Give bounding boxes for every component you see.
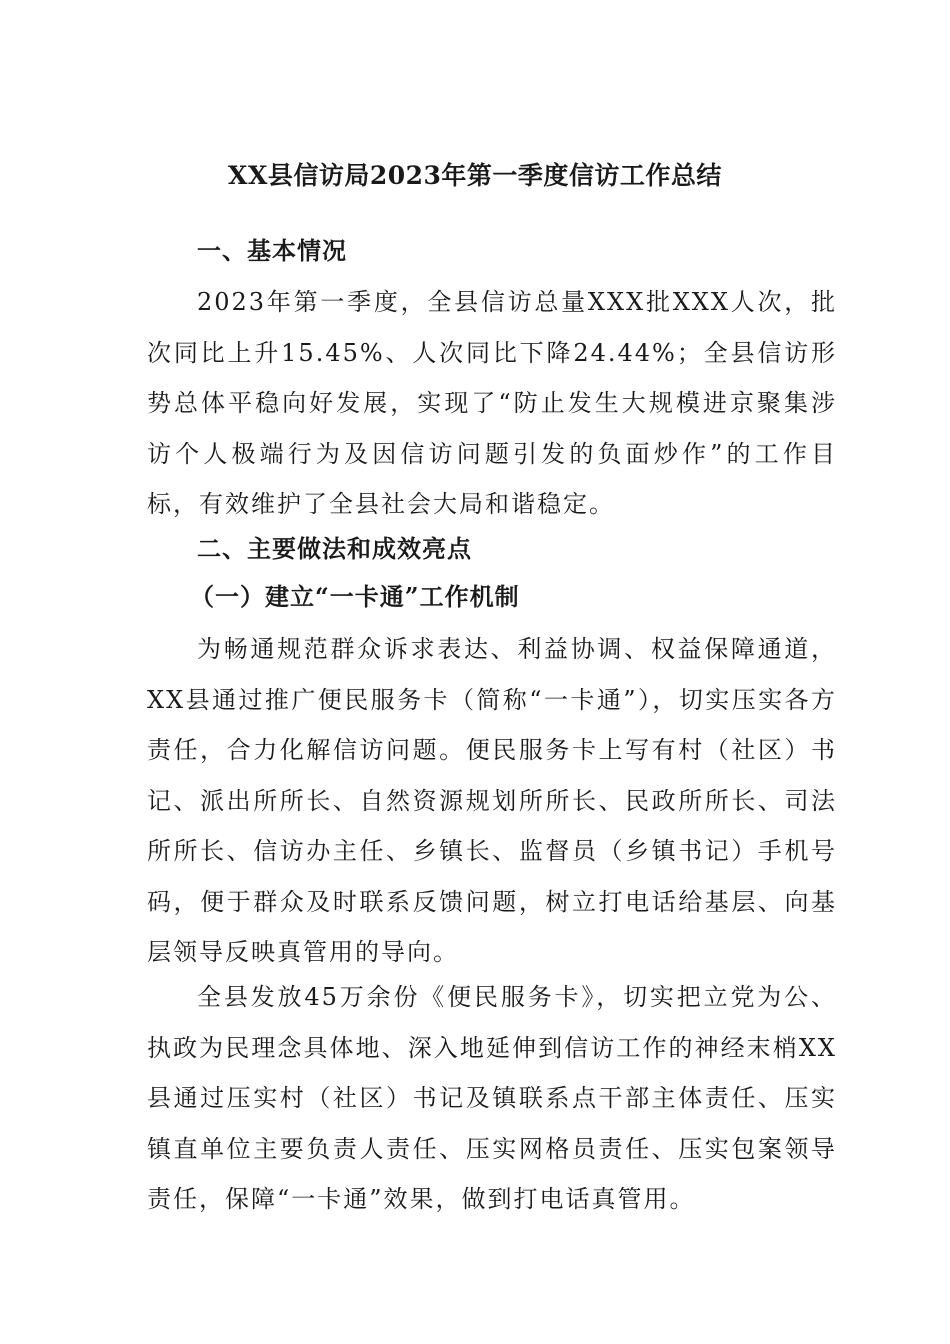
paragraph-card-distribution: 全县发放45万余份《便民服务卡》，切实把立党为公、执政为民理念具体地、深入地延伸到信访工作的神经末梢XX县通过压实村（社区）书记及镇联系点干部主体责任、压实镇直单位主要负责人责任、压实网格员责任、压实包案领导责任，保障“一卡通”效果，做到打电话真管用。 (147, 983, 837, 1213)
document-title: XX县信访局2023年第一季度信访工作总结 (228, 161, 722, 190)
paragraph-basic-situation: 2023年第一季度，全县信访总量XXX批XXX人次，批次同比上升15.45%、人次同比下降24.44%；全县信访形势总体平稳向好发展，实现了“防止发生大规模进京聚集涉访个人极端行为及因信访问题引发的负面炒作”的工作目标，有效维护了全县社会大局和谐稳定。 (147, 288, 837, 518)
subsection-heading-one-card: （一）建立“一卡通”工作机制 (190, 582, 520, 611)
section-heading-practices: 二、主要做法和成效亮点 (197, 534, 472, 563)
section-heading-basic-situation: 一、基本情况 (197, 236, 347, 265)
paragraph-one-card-mechanism: 为畅通规范群众诉求表达、利益协调、权益保障通道，XX县通过推广便民服务卡（简称“一卡通”），切实压实各方责任，合力化解信访问题。便民服务卡上写有村（社区）书记、派出所所长、自然资源规划所所长、民政所所长、司法所所长、信访办主任、乡镇长、监督员（乡镇书记）手机号码，便于群众及时联系反馈问题，树立打电话给基层、向基层领导反映真管用的导向。 (147, 635, 837, 966)
